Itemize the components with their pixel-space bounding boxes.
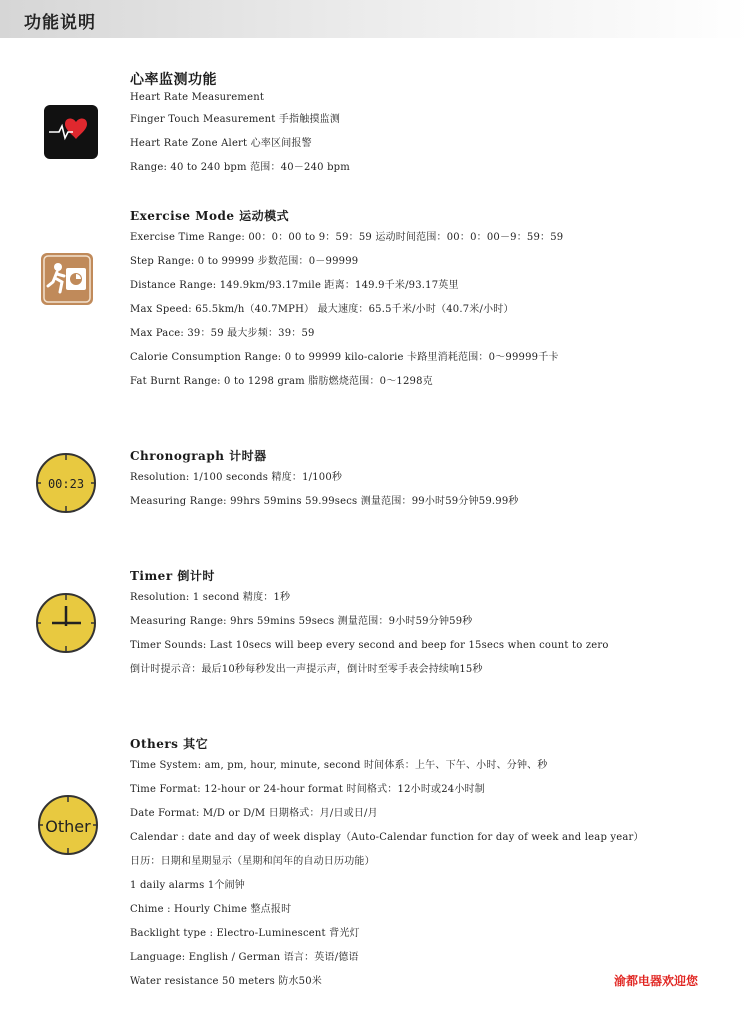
exercise-line: Exercise Time Range: 00：0：00 to 9：59：59 运动时间范围：00：0：00－9：59：59: [130, 232, 564, 243]
chronograph-line: Measuring Range: 99hrs 59mins 59.99secs 测量范围：99小时59分钟59.99秒: [130, 496, 519, 507]
others-line: Date Format: M/D or D/M 日期格式：月/日或日/月: [130, 808, 378, 819]
exercise-line: Distance Range: 149.9km/93.17mile 距离：149.9千米/93.17英里: [130, 280, 459, 291]
exercise-line: Max Speed: 65.5km/h（40.7MPH） 最大速度：65.5千米/小时（40.7米/小时）: [130, 304, 514, 315]
chronograph-icon: [35, 452, 97, 514]
exercise-section: [130, 206, 563, 394]
chronograph-icon-text: 00:23: [47, 477, 85, 491]
others-icon-text: Other: [45, 817, 91, 836]
heart-rate-icon: [43, 104, 99, 160]
others-line: Chime : Hourly Chime 整点报时: [130, 904, 292, 915]
others-icon: [37, 794, 99, 856]
others-line: Language: English / German 语言：英语/德语: [130, 952, 359, 963]
chronograph-title: Chronograph 计时器: [130, 449, 267, 463]
heart-rate-section: [130, 68, 350, 180]
others-line: Calendar : date and day of week display（Auto-Calendar function for day of week and leap year）: [130, 832, 644, 843]
page-title: 功能说明: [24, 13, 96, 33]
timer-section: [130, 566, 609, 682]
heart-rate-title: 心率监测功能: [130, 72, 217, 88]
heart-rate-line: Finger Touch Measurement 手指触摸监测: [130, 114, 341, 125]
others-line: Water resistance 50 meters 防水50米: [130, 976, 323, 987]
timer-line: Resolution: 1 second 精度：1秒: [130, 592, 291, 603]
others-line: 1 daily alarms 1个闹钟: [130, 880, 245, 891]
others-section: [130, 734, 644, 994]
exercise-mode-icon: [40, 252, 94, 306]
heart-rate-line: Heart Rate Zone Alert 心率区间报警: [130, 138, 312, 149]
timer-line: Measuring Range: 9hrs 59mins 59secs 测量范围：9小时59分钟59秒: [130, 616, 473, 627]
timer-line: 倒计时提示音：最后10秒每秒发出一声提示声，倒计时至零手表会持续响15秒: [130, 664, 483, 675]
timer-line: Timer Sounds: Last 10secs will beep every second and beep for 15secs when count to zero: [130, 640, 609, 651]
exercise-line: Step Range: 0 to 99999 步数范围：0－99999: [130, 256, 359, 267]
exercise-title: Exercise Mode 运动模式: [130, 209, 290, 223]
exercise-line: Calorie Consumption Range: 0 to 99999 kilo-calorie 卡路里消耗范围：0～99999千卡: [130, 352, 559, 363]
exercise-line: Fat Burnt Range: 0 to 1298 gram 脂肪燃烧范围：0～1298克: [130, 376, 433, 387]
watermark-text: 渝都电器欢迎您: [614, 974, 699, 988]
others-line: Backlight type : Electro-Luminescent 背光灯: [130, 928, 360, 939]
heart-rate-line: Heart Rate Measurement: [130, 92, 265, 103]
others-line: 日历：日期和星期显示（星期和闰年的自动日历功能）: [130, 856, 375, 867]
timer-title: Timer 倒计时: [130, 569, 215, 583]
heart-rate-line: Range: 40 to 240 bpm 范围：40－240 bpm: [130, 162, 350, 173]
timer-icon: [35, 592, 97, 654]
section-header: [0, 0, 750, 38]
chronograph-section: [130, 446, 519, 514]
exercise-line: Max Pace: 39：59 最大步频：39：59: [130, 328, 315, 339]
chronograph-line: Resolution: 1/100 seconds 精度：1/100秒: [130, 472, 343, 483]
others-line: Time Format: 12-hour or 24-hour format 时间格式：12小时或24小时制: [130, 784, 485, 795]
others-line: Time System: am, pm, hour, minute, second 时间体系：上午、下午、小时、分钟、秒: [130, 760, 548, 771]
others-title: Others 其它: [130, 737, 209, 751]
